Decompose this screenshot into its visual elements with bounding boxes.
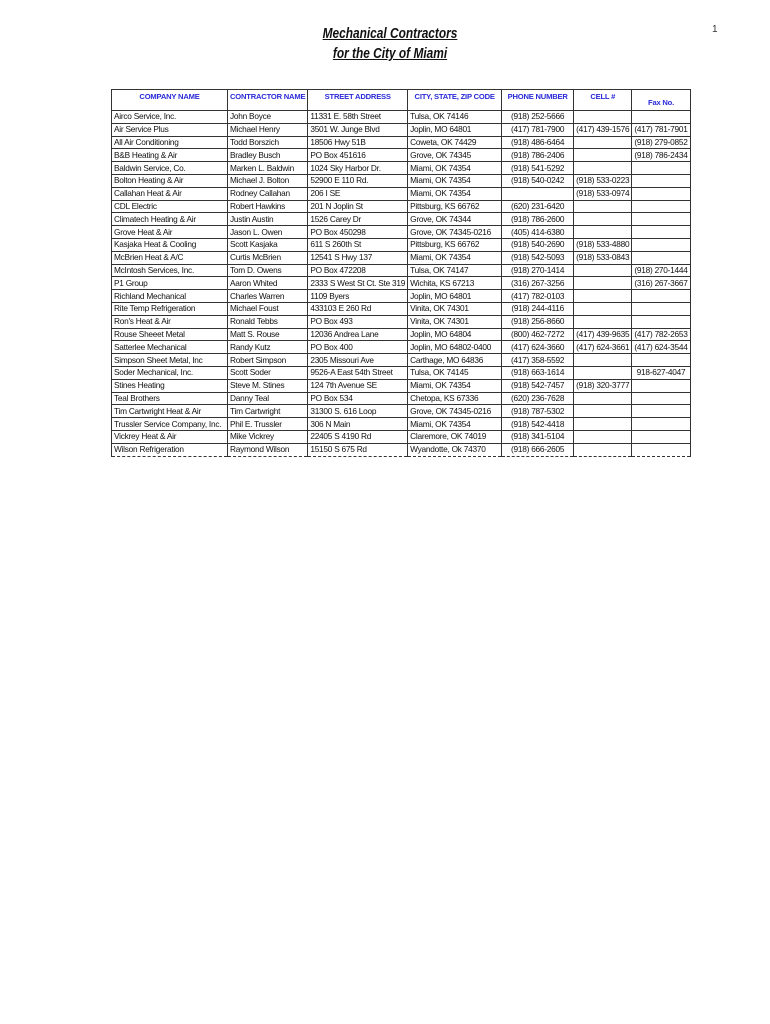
cell-phone-cell xyxy=(574,392,632,405)
city-state-zip-cell: Tulsa, OK 74146 xyxy=(408,111,502,124)
city-state-zip-cell: Tulsa, OK 74145 xyxy=(408,366,502,379)
company-cell: Air Service Plus xyxy=(112,123,228,136)
contractor-cell: Jason L. Owen xyxy=(228,226,308,239)
cell-phone-cell xyxy=(574,443,632,456)
phone-cell: (918) 256-8660 xyxy=(502,315,574,328)
fax-cell: 918-627-4047 xyxy=(632,366,690,379)
street-address-cell: PO Box 534 xyxy=(308,392,408,405)
contractor-cell: Danny Teal xyxy=(228,392,308,405)
company-cell: Callahan Heat & Air xyxy=(112,187,228,200)
fax-cell: (918) 786-2434 xyxy=(632,149,690,162)
street-address-cell: 433103 E 260 Rd xyxy=(308,302,408,315)
company-cell: P1 Group xyxy=(112,277,228,290)
cell-phone-cell xyxy=(574,264,632,277)
street-address-cell: 611 S 260th St xyxy=(308,238,408,251)
table-row xyxy=(112,213,691,226)
table-row xyxy=(112,277,691,290)
phone-cell: (417) 358-5592 xyxy=(502,354,574,367)
fax-cell: (417) 781-7901 xyxy=(632,123,690,136)
contractor-cell: Ronald Tebbs xyxy=(228,315,308,328)
contractor-cell: Marken L. Baldwin xyxy=(228,162,308,175)
street-address-cell: PO Box 472208 xyxy=(308,264,408,277)
cell-phone-cell xyxy=(574,418,632,431)
table-row xyxy=(112,379,691,392)
phone-cell: (918) 542-4418 xyxy=(502,418,574,431)
table-header-row xyxy=(112,90,691,111)
city-state-zip-cell: Grove, OK 74345 xyxy=(408,149,502,162)
phone-cell: (918) 252-5666 xyxy=(502,111,574,124)
phone-cell: (918) 787-5302 xyxy=(502,405,574,418)
phone-cell: (918) 663-1614 xyxy=(502,366,574,379)
city-state-zip-cell: Claremore, OK 74019 xyxy=(408,430,502,443)
company-cell: Trussler Service Company, Inc. xyxy=(112,418,228,431)
cell-phone-cell xyxy=(574,302,632,315)
fax-cell xyxy=(632,430,690,443)
city-state-zip-cell: Miami, OK 74354 xyxy=(408,418,502,431)
table-row xyxy=(112,238,691,251)
table-row xyxy=(112,264,691,277)
city-state-zip-cell: Joplin, MO 64801 xyxy=(408,123,502,136)
fax-cell xyxy=(632,405,690,418)
street-address-cell: 11331 E. 58th Street xyxy=(308,111,408,124)
phone-cell: (417) 781-7900 xyxy=(502,123,574,136)
company-cell: Wilson Refrigeration xyxy=(112,443,228,456)
street-address-cell: 124 7th Avenue SE xyxy=(308,379,408,392)
city-state-zip-cell: Wyandotte, Ok 74370 xyxy=(408,443,502,456)
cell-phone-cell: (918) 533-0843 xyxy=(574,251,632,264)
title-line-1: Mechanical Contractors xyxy=(322,26,458,42)
page-number: 1 xyxy=(712,24,718,35)
street-address-cell: 201 N Joplin St xyxy=(308,200,408,213)
header-city-state-zip: CITY, STATE, ZIP CODE xyxy=(408,90,502,111)
contractor-cell: Phil E. Trussler xyxy=(228,418,308,431)
company-cell: Rite Temp Refrigeration xyxy=(112,302,228,315)
contractor-cell: Rodney Callahan xyxy=(228,187,308,200)
cell-phone-cell: (417) 439-1576 xyxy=(574,123,632,136)
street-address-cell: PO Box 451616 xyxy=(308,149,408,162)
contractor-cell: Tim Cartwright xyxy=(228,405,308,418)
fax-cell xyxy=(632,443,690,456)
company-cell: McBrien Heat & A/C xyxy=(112,251,228,264)
contractor-cell: John Boyce xyxy=(228,111,308,124)
city-state-zip-cell: Miami, OK 74354 xyxy=(408,379,502,392)
table-row xyxy=(112,430,691,443)
table-row xyxy=(112,341,691,354)
city-state-zip-cell: Pittsburg, KS 66762 xyxy=(408,200,502,213)
city-state-zip-cell: Grove, OK 74345-0216 xyxy=(408,226,502,239)
street-address-cell: 2333 S West St Ct. Ste 319 xyxy=(308,277,408,290)
cell-phone-cell xyxy=(574,290,632,303)
phone-cell: (405) 414-6380 xyxy=(502,226,574,239)
phone-cell: (918) 541-5292 xyxy=(502,162,574,175)
contractor-cell: Tom D. Owens xyxy=(228,264,308,277)
contractor-cell: Scott Kasjaka xyxy=(228,238,308,251)
phone-cell: (918) 540-2690 xyxy=(502,238,574,251)
phone-cell: (918) 542-7457 xyxy=(502,379,574,392)
table-row xyxy=(112,328,691,341)
city-state-zip-cell: Chetopa, KS 67336 xyxy=(408,392,502,405)
street-address-cell: 1526 Carey Dr xyxy=(308,213,408,226)
cell-phone-cell xyxy=(574,162,632,175)
company-cell: Rouse Sheeet Metal xyxy=(112,328,228,341)
company-cell: All Air Conditioning xyxy=(112,136,228,149)
cell-phone-cell xyxy=(574,315,632,328)
company-cell: Ron's Heat & Air xyxy=(112,315,228,328)
city-state-zip-cell: Grove, OK 74345-0216 xyxy=(408,405,502,418)
contractor-cell: Bradley Busch xyxy=(228,149,308,162)
cell-phone-cell xyxy=(574,149,632,162)
header-contractor-name: CONTRACTOR NAME xyxy=(228,90,308,111)
phone-cell: (918) 244-4116 xyxy=(502,302,574,315)
title-line-2: for the City of Miami xyxy=(332,46,448,62)
company-cell: Soder Mechanical, Inc. xyxy=(112,366,228,379)
fax-cell xyxy=(632,251,690,264)
street-address-cell: 22405 S 4190 Rd xyxy=(308,430,408,443)
fax-cell xyxy=(632,226,690,239)
contractor-cell: Raymond Wilson xyxy=(228,443,308,456)
phone-cell: (918) 666-2605 xyxy=(502,443,574,456)
company-cell: Baldwin Service, Co. xyxy=(112,162,228,175)
phone-cell: (918) 542-5093 xyxy=(502,251,574,264)
city-state-zip-cell: Miami, OK 74354 xyxy=(408,174,502,187)
city-state-zip-cell: Joplin, MO 64804 xyxy=(408,328,502,341)
contractor-cell: Charles Warren xyxy=(228,290,308,303)
street-address-cell: 3501 W. Junge Blvd xyxy=(308,123,408,136)
company-cell: Tim Cartwright Heat & Air xyxy=(112,405,228,418)
phone-cell: (620) 236-7628 xyxy=(502,392,574,405)
city-state-zip-cell: Pittsburg, KS 66762 xyxy=(408,238,502,251)
table-row xyxy=(112,174,691,187)
cell-phone-cell: (918) 320-3777 xyxy=(574,379,632,392)
table-row xyxy=(112,149,691,162)
header-cell: CELL # xyxy=(574,90,632,111)
city-state-zip-cell: Vinita, OK 74301 xyxy=(408,315,502,328)
table-row xyxy=(112,226,691,239)
city-state-zip-cell: Joplin, MO 64802-0400 xyxy=(408,341,502,354)
phone-cell xyxy=(502,187,574,200)
city-state-zip-cell: Miami, OK 74354 xyxy=(408,187,502,200)
city-state-zip-cell: Joplin, MO 64801 xyxy=(408,290,502,303)
street-address-cell: 2305 Missouri Ave xyxy=(308,354,408,367)
city-state-zip-cell: Coweta, OK 74429 xyxy=(408,136,502,149)
contractor-cell: Robert Hawkins xyxy=(228,200,308,213)
fax-cell: (918) 270-1444 xyxy=(632,264,690,277)
cell-phone-cell: (918) 533-0223 xyxy=(574,174,632,187)
company-cell: Kasjaka Heat & Cooling xyxy=(112,238,228,251)
cell-phone-cell xyxy=(574,366,632,379)
city-state-zip-cell: Carthage, MO 64836 xyxy=(408,354,502,367)
table-row xyxy=(112,354,691,367)
contractor-cell: Matt S. Rouse xyxy=(228,328,308,341)
fax-cell xyxy=(632,354,690,367)
phone-cell: (918) 786-2406 xyxy=(502,149,574,162)
table-row xyxy=(112,290,691,303)
contractor-cell: Michael Foust xyxy=(228,302,308,315)
phone-cell: (918) 540-0242 xyxy=(502,174,574,187)
cell-phone-cell xyxy=(574,226,632,239)
fax-cell xyxy=(632,187,690,200)
contractor-cell: Michael Henry xyxy=(228,123,308,136)
table-row xyxy=(112,111,691,124)
cell-phone-cell xyxy=(574,405,632,418)
phone-cell: (417) 624-3660 xyxy=(502,341,574,354)
street-address-cell: 1024 Sky Harbor Dr. xyxy=(308,162,408,175)
street-address-cell: 206 I SE xyxy=(308,187,408,200)
contractor-cell: Robert Simpson xyxy=(228,354,308,367)
header-street-address: STREET ADDRESS xyxy=(308,90,408,111)
company-cell: Vickrey Heat & Air xyxy=(112,430,228,443)
street-address-cell: 12541 S Hwy 137 xyxy=(308,251,408,264)
table-row xyxy=(112,315,691,328)
fax-cell xyxy=(632,302,690,315)
company-cell: Grove Heat & Air xyxy=(112,226,228,239)
cell-phone-cell xyxy=(574,111,632,124)
company-cell: B&B Heating & Air xyxy=(112,149,228,162)
table-row xyxy=(112,187,691,200)
city-state-zip-cell: Grove, OK 74344 xyxy=(408,213,502,226)
city-state-zip-cell: Miami, OK 74354 xyxy=(408,162,502,175)
phone-cell: (918) 786-2600 xyxy=(502,213,574,226)
fax-cell xyxy=(632,162,690,175)
company-cell: Climatech Heating & Air xyxy=(112,213,228,226)
phone-cell: (918) 486-6464 xyxy=(502,136,574,149)
contractor-cell: Aaron Whited xyxy=(228,277,308,290)
phone-cell: (800) 462-7272 xyxy=(502,328,574,341)
company-cell: Stines Heating xyxy=(112,379,228,392)
table-row xyxy=(112,136,691,149)
company-cell: Satterlee Mechanical xyxy=(112,341,228,354)
street-address-cell: 31300 S. 616 Loop xyxy=(308,405,408,418)
fax-cell xyxy=(632,379,690,392)
phone-cell: (417) 782-0103 xyxy=(502,290,574,303)
city-state-zip-cell: Tulsa, OK 74147 xyxy=(408,264,502,277)
contractors-table xyxy=(111,89,691,457)
table-row xyxy=(112,366,691,379)
company-cell: CDL Electric xyxy=(112,200,228,213)
contractor-cell: Randy Kutz xyxy=(228,341,308,354)
street-address-cell: 52900 E 110 Rd. xyxy=(308,174,408,187)
contractor-cell: Curtis McBrien xyxy=(228,251,308,264)
fax-cell xyxy=(632,238,690,251)
street-address-cell: 1109 Byers xyxy=(308,290,408,303)
contractor-cell: Mike Vickrey xyxy=(228,430,308,443)
street-address-cell: PO Box 450298 xyxy=(308,226,408,239)
company-cell: Bolton Heating & Air xyxy=(112,174,228,187)
table-row xyxy=(112,251,691,264)
fax-cell: (417) 624-3544 xyxy=(632,341,690,354)
fax-cell: (316) 267-3667 xyxy=(632,277,690,290)
table-row xyxy=(112,302,691,315)
phone-cell: (620) 231-6420 xyxy=(502,200,574,213)
fax-cell xyxy=(632,315,690,328)
table-row xyxy=(112,392,691,405)
fax-cell: (417) 782-2653 xyxy=(632,328,690,341)
table-row xyxy=(112,123,691,136)
company-cell: Richland Mechanical xyxy=(112,290,228,303)
company-cell: Airco Service, Inc. xyxy=(112,111,228,124)
cell-phone-cell: (918) 533-4880 xyxy=(574,238,632,251)
street-address-cell: PO Box 493 xyxy=(308,315,408,328)
phone-cell: (918) 270-1414 xyxy=(502,264,574,277)
city-state-zip-cell: Miami, OK 74354 xyxy=(408,251,502,264)
street-address-cell: 12036 Andrea Lane xyxy=(308,328,408,341)
contractor-cell: Justin Austin xyxy=(228,213,308,226)
phone-cell: (918) 341-5104 xyxy=(502,430,574,443)
header-fax: Fax No. xyxy=(632,90,690,111)
fax-cell xyxy=(632,213,690,226)
contractor-cell: Todd Borszich xyxy=(228,136,308,149)
cell-phone-cell: (918) 533-0974 xyxy=(574,187,632,200)
table-row xyxy=(112,200,691,213)
table-row xyxy=(112,418,691,431)
cell-phone-cell xyxy=(574,213,632,226)
fax-cell xyxy=(632,111,690,124)
fax-cell xyxy=(632,418,690,431)
table-row xyxy=(112,162,691,175)
cell-phone-cell xyxy=(574,354,632,367)
contractor-cell: Steve M. Stines xyxy=(228,379,308,392)
company-cell: McIntosh Services, Inc. xyxy=(112,264,228,277)
city-state-zip-cell: Vinita, OK 74301 xyxy=(408,302,502,315)
company-cell: Teal Brothers xyxy=(112,392,228,405)
fax-cell xyxy=(632,200,690,213)
company-cell: Simpson Sheet Metal, Inc xyxy=(112,354,228,367)
cell-phone-cell xyxy=(574,136,632,149)
cell-phone-cell xyxy=(574,277,632,290)
contractor-cell: Scott Soder xyxy=(228,366,308,379)
street-address-cell: 9526-A East 54th Street xyxy=(308,366,408,379)
cell-phone-cell: (417) 439-9635 xyxy=(574,328,632,341)
cell-phone-cell xyxy=(574,200,632,213)
table-row xyxy=(112,405,691,418)
phone-cell: (316) 267-3256 xyxy=(502,277,574,290)
street-address-cell: 15150 S 675 Rd xyxy=(308,443,408,456)
street-address-cell: 306 N Main xyxy=(308,418,408,431)
table-row xyxy=(112,443,691,456)
city-state-zip-cell: Wichita, KS 67213 xyxy=(408,277,502,290)
cell-phone-cell: (417) 624-3661 xyxy=(574,341,632,354)
street-address-cell: PO Box 400 xyxy=(308,341,408,354)
fax-cell xyxy=(632,174,690,187)
fax-cell xyxy=(632,392,690,405)
header-company-name: COMPANY NAME xyxy=(112,90,228,111)
cell-phone-cell xyxy=(574,430,632,443)
header-phone-number: PHONE NUMBER xyxy=(502,90,574,111)
document-title xyxy=(300,24,480,64)
fax-cell xyxy=(632,290,690,303)
street-address-cell: 18506 Hwy 51B xyxy=(308,136,408,149)
fax-cell: (918) 279-0852 xyxy=(632,136,690,149)
contractor-cell: Michael J. Bolton xyxy=(228,174,308,187)
